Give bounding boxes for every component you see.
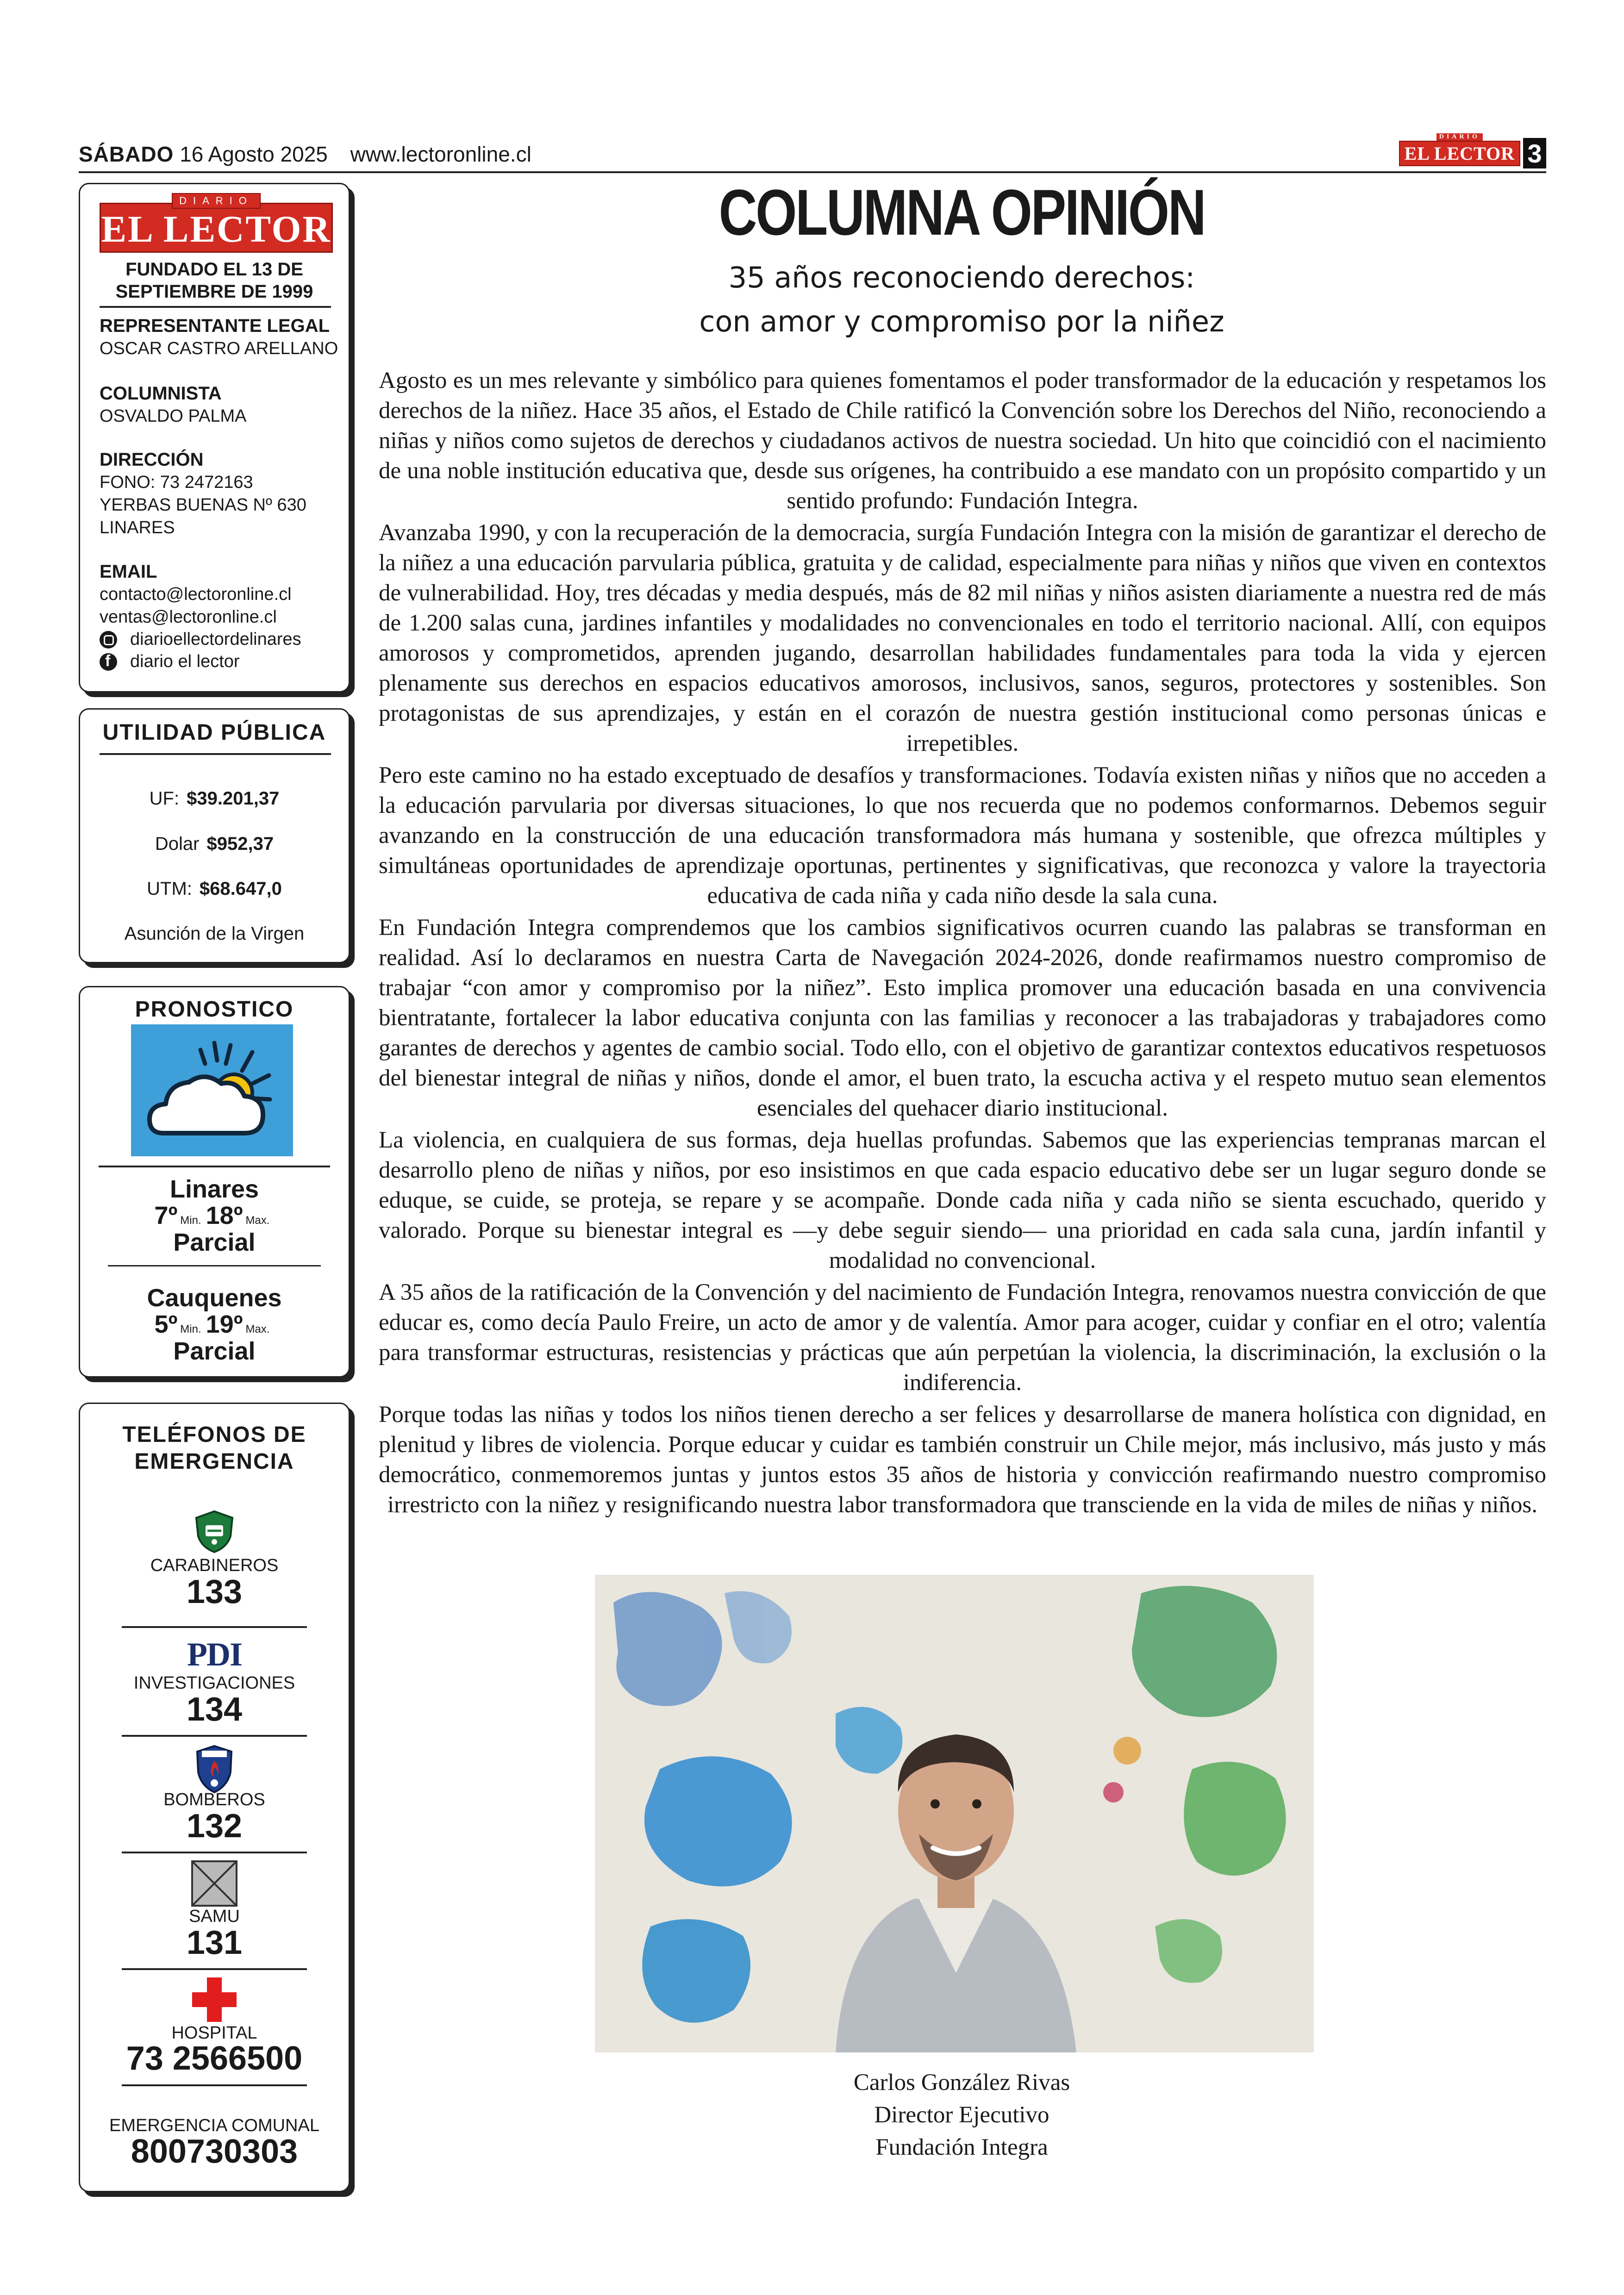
divider (100, 753, 331, 755)
samu-icon (191, 1860, 238, 1909)
founded-line-1: FUNDADO EL 13 DE (125, 259, 303, 280)
header-brand (1399, 133, 1546, 168)
author-name: Carlos González Rivas (853, 2070, 1070, 2095)
emergency-title-line-2: EMERGENCIA (134, 1449, 294, 1474)
author-role: Director Ejecutivo (874, 2102, 1049, 2128)
masthead-box (79, 183, 350, 692)
article-paragraph: A 35 años de la ratificación de la Convención y del nacimiento de Fundación Integra, renovamos nuestra convicción de que educar es, como decía Paulo Freire, un acto de amor y de valentía. Amor para acoger, cuidar y confiar en el otro; valentía para transformar estructuras, resistencias y prácticas que aún perpetúan la violencia, la discriminación, la exclusión o la indiferencia. (379, 1279, 1546, 1396)
city-value: LINARES (100, 518, 175, 537)
article-title (377, 256, 1546, 343)
header-logo-small: DIARIO (1437, 133, 1483, 141)
instagram-icon (100, 631, 117, 649)
dolar-value: $952,37 (206, 834, 274, 854)
emergency-title (80, 1422, 349, 1475)
founded-text (80, 258, 349, 303)
partly-cloudy-icon (131, 1024, 293, 1156)
article-paragraph: Avanzaba 1990, y con la recuperación de la democracia, surgía Fundación Integra con la misión de garantizar el derecho de la niñez a una educación parvularia pública, gratuita y de calidad, especialmente para niñas y niños que viven en contextos de vulnerabilidad. Hoy, tres décadas y media después, más de 82 mil niñas y niños asisten diariamente a nuestra red de más de 1.200 salas cuna, jardines infantiles y modalidades no convencionales en todo el territorio nacional. Allí, con equipos amorosos y comprometidos, aprenden jugando, desarrollan habilidades fundamentales para toda la vida y ejercen plenamente sus derechos en espacios educativos amorosos, inclusivos, sanos, seguros, protectores y sostenibles. Son protagonistas de sus aprendizajes, y están en el corazón de nuestra gestión institucional como personas únicas e irrepetibles. (379, 520, 1546, 756)
emergency-number-samu[interactable]: 131 (186, 1924, 243, 1961)
date-text: 16 Agosto 2025 (180, 142, 328, 166)
dolar-label: Dolar (155, 834, 200, 854)
emergency-name-comunal: EMERGENCIA COMUNAL (109, 2116, 319, 2135)
address-label: DIRECCIÓN (100, 449, 204, 470)
header-logo (1399, 133, 1520, 166)
utility-box (79, 708, 350, 963)
facebook-handle: diario el lector (130, 652, 240, 671)
emergency-number-carabineros[interactable]: 133 (186, 1573, 243, 1610)
email-sales[interactable]: ventas@lectoronline.cl (100, 607, 277, 627)
saint-of-day: Asunción de la Virgen (124, 923, 305, 944)
emergency-number-investigaciones[interactable]: 134 (186, 1691, 243, 1728)
weekday: SÁBADO (79, 142, 174, 166)
section-title: COLUMNA OPINIÓN (718, 176, 1205, 249)
page-header (79, 133, 1546, 171)
emergency-name-hospital: HOSPITAL (171, 2023, 257, 2043)
uf-row (80, 788, 349, 809)
divider (122, 1735, 307, 1737)
divider (122, 2084, 307, 2086)
divider (122, 1968, 307, 1970)
legal-value: OSCAR CASTRO ARELLANO (100, 339, 338, 358)
forecast-title: PRONOSTICO (135, 997, 294, 1022)
forecast-temps-cauquenes (80, 1310, 349, 1339)
issue-date (79, 142, 531, 167)
website-link[interactable]: www.lectoronline.cl (350, 142, 531, 166)
max-label: Max. (245, 1323, 270, 1335)
emergency-name-samu: SAMU (189, 1907, 240, 1926)
min-temp: 5º (154, 1310, 178, 1338)
utility-title: UTILIDAD PÚBLICA (102, 720, 326, 745)
divider (99, 1166, 330, 1167)
forecast-city-cauquenes: Cauquenes (147, 1284, 282, 1312)
max-temp: 19º (206, 1310, 243, 1338)
article-paragraph: En Fundación Integra comprendemos que los cambios significativos ocurren cuando las palabras se transforman en realidad. Así lo declaramos en nuestra Carta de Navegación 2024-2026, donde reafirmamos nuestro compromiso de trabajar “con amor y compromiso por la niñez”. Esto implica promover una educación basada en una convivencia bientratante, fortalecer la labor educativa conjunta con las familias y reconocer a las trabajadoras y trabajadores como garantes de derechos y agentes de cambio social. Todo ello, con el objetivo de garantizar contextos educativos respetuosos del bienestar integral de niñas y niños, donde el amor, el buen trato, la escucha activa y el respeto mutuo sean elementos esenciales del quehacer diario institucional. (379, 915, 1546, 1121)
min-temp: 7º (154, 1202, 178, 1229)
forecast-condition-cauquenes: Parcial (173, 1337, 256, 1365)
article-paragraph: Porque todas las niñas y todos los niños tienen derecho a ser felices y desarrollarse de manera holística con dignidad, en plenitud y libres de violencia. Porque educar y cuidar es también construir un Chile mejor, más inclusivo, más justo y más democrático, conmemoremos juntas y juntos estos 35 años de historia y convicción reafirmando nuestro compromiso irrestricto con la niñez y resignificando nuestra labor transformadora que transciende en la vida de miles de niñas y niños. (379, 1402, 1546, 1518)
article-title-line-2: con amor y compromiso por la niñez (699, 305, 1224, 338)
email-contact[interactable]: contacto@lectoronline.cl (100, 585, 292, 604)
divider (108, 1265, 321, 1266)
min-label: Min. (180, 1214, 201, 1227)
emergency-number-comunal[interactable]: 800730303 (131, 2133, 298, 2170)
forecast-temps-linares (80, 1201, 349, 1230)
logo-text: EL LECTOR (101, 208, 331, 250)
columnist-value: OSVALDO PALMA (100, 406, 247, 426)
max-label: Max. (245, 1214, 270, 1227)
emergency-name-investigaciones: INVESTIGACIONES (133, 1673, 295, 1693)
emergency-name-bomberos: BOMBEROS (163, 1790, 265, 1809)
dolar-row (80, 834, 349, 854)
max-temp: 18º (206, 1202, 243, 1229)
carabineros-badge-icon (194, 1509, 235, 1556)
emergency-box (79, 1403, 350, 2192)
emergency-number-hospital[interactable]: 73 2566500 (126, 2040, 303, 2077)
article-paragraph: Agosto es un mes relevante y simbólico para quienes fomentamos el poder transformador de la educación y respetamos los derechos de la niñez. Hace 35 años, el Estado de Chile ratificó la Convención sobre los Derechos del Niño, reconociendo a niñas y niños como sujetos de derechos y ciudadanos activos de nuestra sociedad. Un hito que coincidió con el nacimiento de una noble institución educativa que, desde sus orígenes, ha contribuido a ese mandato con un propósito compartido y un sentido profundo: Fundación Integra. (379, 368, 1546, 514)
street-value: YERBAS BUENAS Nº 630 (100, 495, 306, 515)
instagram-handle: diarioellectordelinares (130, 630, 301, 649)
author-organization: Fundación Integra (875, 2134, 1048, 2160)
page-number: 3 (1523, 138, 1546, 168)
header-rule (79, 171, 1546, 173)
forecast-city-linares: Linares (169, 1175, 259, 1203)
emergency-title-line-1: TELÉFONOS DE (122, 1422, 306, 1447)
facebook-link[interactable] (100, 652, 240, 672)
article-title-line-1: 35 años reconociendo derechos: (728, 261, 1195, 294)
divider (122, 1852, 307, 1853)
pdi-logo-icon: PDI (187, 1636, 242, 1673)
min-label: Min. (180, 1323, 201, 1335)
logo-small-text: DIARIO (172, 193, 261, 209)
divider (100, 306, 331, 308)
bomberos-badge-icon (194, 1744, 235, 1796)
article-paragraph: La violencia, en cualquiera de sus formas, deja huellas profundas. Sabemos que las experiencias tempranas marcan el desarrollo pleno de niñas y niños, por eso insistimos en que cada espacio educativo debe ser un lugar seguro donde se eduque, se cuide, se proteja, se repare y se acompañe. Donde cada niña y cada niño se sienta escuchado, querido y valorado. Porque su bienestar integral es —y debe seguir siendo— una prioridad en cada sala cuna, jardín infantil y modalidad no convencional. (379, 1127, 1546, 1273)
newspaper-logo (100, 195, 333, 253)
founded-line-2: SEPTIEMBRE DE 1999 (115, 281, 313, 302)
facebook-icon (100, 653, 117, 671)
uf-label: UF: (149, 788, 180, 809)
emergency-name-carabineros: CARABINEROS (150, 1556, 279, 1575)
article-paragraph: Pero este camino no ha estado exceptuado de desafíos y transformaciones. Todavía existen niñas y niños que no acceden a la educación parvularia por diversas situaciones, lo que nos recuerda que no podemos conformarnos. Debemos seguir avanzando en la construcción de una educación transformadora más humana y sostenible, que ofrezca múltiples y simultáneas oportunidades de aprendizaje oportunas, pertinentes y significativas, que reconozca y valore la trayectoria educativa de cada niña y cada niño desde la sala cuna. (379, 762, 1546, 909)
forecast-condition-linares: Parcial (173, 1229, 256, 1256)
forecast-box (79, 986, 350, 1378)
instagram-link[interactable] (100, 630, 301, 649)
utm-value: $68.647,0 (199, 879, 282, 899)
header-logo-text: EL LECTOR (1404, 143, 1515, 164)
divider (122, 1626, 307, 1628)
author-photo (595, 1575, 1314, 2052)
uf-value: $39.201,37 (187, 788, 280, 809)
emergency-number-bomberos[interactable]: 132 (186, 1808, 243, 1845)
email-label: EMAIL (100, 561, 157, 582)
utm-row (80, 879, 349, 899)
columnist-label: COLUMNISTA (100, 383, 222, 404)
utm-label: UTM: (147, 879, 192, 899)
red-cross-icon (190, 1976, 238, 2026)
legal-label: REPRESENTANTE LEGAL (100, 316, 330, 336)
article-body (379, 366, 1546, 1522)
phone-value: FONO: 73 2472163 (100, 473, 253, 492)
